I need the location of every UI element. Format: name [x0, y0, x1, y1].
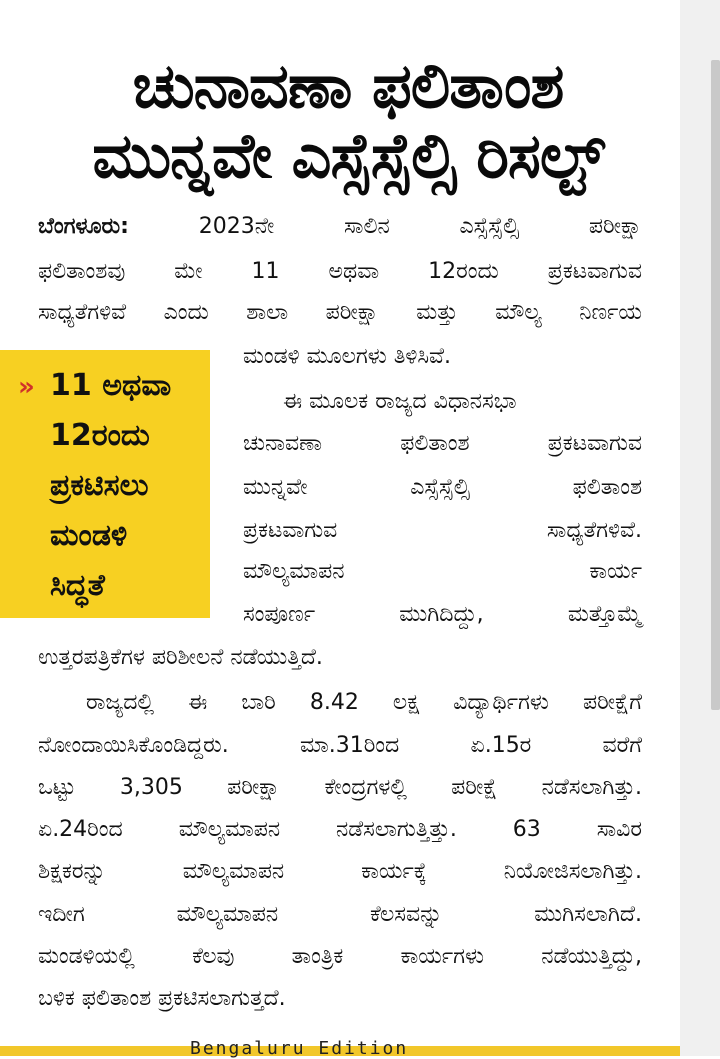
- pull-quote-line: ಸಿದ್ಧತೆ: [50, 568, 105, 603]
- body-line: ಚುನಾವಣಾ ಫಲಿತಾಂಶ ಪ್ರಕಟವಾಗುವ: [243, 431, 642, 456]
- body-line: ಸಾಧ್ಯತೆಗಳಿವೆ ಎಂದು ಶಾಲಾ ಪರೀಕ್ಷಾ ಮತ್ತು ಮೌಲ್ಯ ನಿರ್ಣಯ: [38, 300, 642, 325]
- pull-quote-line: ಪ್ರಕಟಿಸಲು: [50, 468, 149, 503]
- body-line: ಈ ಮೂಲಕ ರಾಜ್ಯದ ವಿಧಾನಸಭಾ: [283, 389, 517, 414]
- body-line: ಸಂಪೂರ್ಣ ಮುಗಿದಿದ್ದು, ಮತ್ತೊಮ್ಮೆ: [243, 602, 642, 627]
- body-line: ನೋಂದಾಯಿಸಿಕೊಂಡಿದ್ದರು. ಮಾ.31ರಿಂದ ಏ.15ರ ವರೆಗೆ: [38, 733, 642, 758]
- edition-footer: [0, 1038, 680, 1059]
- body-line: ಮುನ್ನವೇ ಎಸ್ಸೆಸ್ಸೆಲ್ಸಿ ಫಲಿತಾಂಶ: [243, 475, 642, 500]
- byline: ಬೆಂಗಳೂರು:: [38, 214, 129, 239]
- pull-quote-box: [0, 350, 210, 618]
- body-line: ಮಂಡಳಿ ಮೂಲಗಳು ತಿಳಿಸಿವೆ.: [243, 344, 452, 369]
- pull-quote-line: 12ರಂದು: [50, 418, 150, 453]
- body-text: 2023ನೇ ಸಾಲಿನ ಎಸ್ಸೆಸ್ಸೆಲ್ಸಿ ಪರೀಕ್ಷಾ: [198, 214, 642, 239]
- body-line: ಏ.24ರಿಂದ ಮೌಲ್ಯಮಾಪನ ನಡೆಸಲಾಗುತ್ತಿತ್ತು. 63 ಸಾವಿರ: [38, 817, 642, 842]
- double-chevron-right-icon: »: [18, 372, 35, 402]
- body-line: ಪ್ರಕಟವಾಗುವ ಸಾಧ್ಯತೆಗಳಿವೆ.: [243, 518, 642, 543]
- body-line: ಮೌಲ್ಯಮಾಪನ ಕಾರ್ಯ: [243, 559, 642, 584]
- body-line: ಫಲಿತಾಂಶವು ಮೇ 11 ಅಥವಾ 12ರಂದು ಪ್ರಕಟವಾಗುವ: [38, 259, 642, 284]
- body-line: ಬಳಿಕ ಫಲಿತಾಂಶ ಪ್ರಕಟಿಸಲಾಗುತ್ತದೆ.: [38, 986, 286, 1011]
- body-line: ಮಂಡಳಿಯಲ್ಲಿ ಕೆಲವು ತಾಂತ್ರಿಕ ಕಾರ್ಯಗಳು ನಡೆಯುತ್ತಿದ್ದು,: [38, 944, 642, 969]
- edition-label: Bengaluru Edition: [190, 1038, 409, 1059]
- headline-line-2: ಮುನ್ನವೇ ಎಸ್ಸೆಸ್ಸೆಲ್ಸಿ ರಿಸಲ್ಟ್: [92, 119, 604, 192]
- body-line: ಶಿಕ್ಷಕರನ್ನು ಮೌಲ್ಯಮಾಪನ ಕಾರ್ಯಕ್ಕೆ ನಿಯೋಜಿಸಲಾಗಿತ್ತು.: [38, 859, 643, 884]
- pull-quote-line: ಮಂಡಳಿ: [50, 518, 128, 553]
- body-line: ಉತ್ತರಪತ್ರಿಕೆಗಳ ಪರಿಶೀಲನೆ ನಡೆಯುತ್ತಿದೆ.: [38, 645, 323, 670]
- body-line: ಒಟ್ಟು 3,305 ಪರೀಕ್ಷಾ ಕೇಂದ್ರಗಳಲ್ಲಿ ಪರೀಕ್ಷೆ ನಡೆಸಲಾಗಿತ್ತು.: [38, 775, 642, 800]
- headline-line-1: ಚುನಾವಣಾ ಫಲಿತಾಂಶ: [132, 49, 564, 122]
- body-line: ಇದೀಗ ಮೌಲ್ಯಮಾಪನ ಕೆಲಸವನ್ನು ಮುಗಿಸಲಾಗಿದೆ.: [38, 902, 642, 927]
- body-line: ರಾಜ್ಯದಲ್ಲಿ ಈ ಬಾರಿ 8.42 ಲಕ್ಷ ವಿದ್ಯಾರ್ಥಿಗಳು ಪರೀಕ್ಷೆಗೆ: [86, 690, 642, 715]
- pull-quote-line: 11 ಅಥವಾ: [50, 368, 172, 403]
- scrollbar[interactable]: [711, 60, 720, 710]
- body-line: [38, 212, 642, 242]
